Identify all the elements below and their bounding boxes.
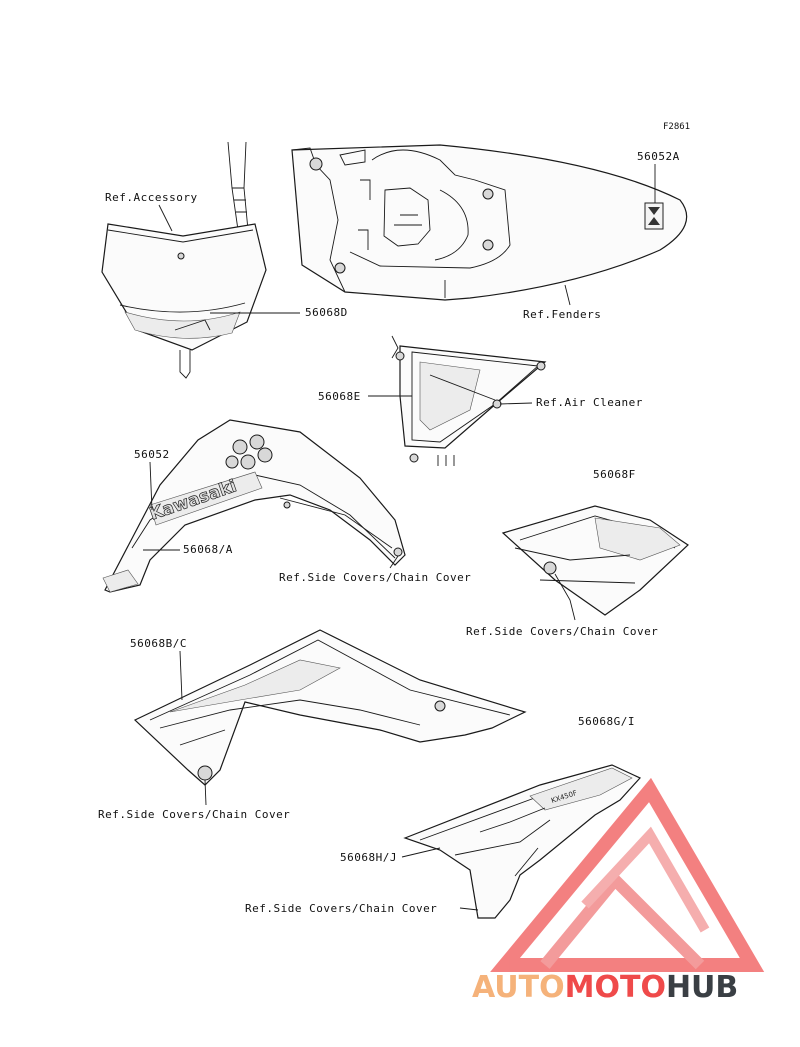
label-ref-fenders: Ref.Fenders (523, 308, 602, 321)
watermark-auto: AUTO (472, 970, 565, 1005)
part-number-56068a: 56068/A (183, 543, 233, 556)
rear-fender-drawing (292, 145, 687, 300)
label-ref-side-covers-2: Ref.Side Covers/Chain Cover (466, 625, 659, 638)
figure-code: F2861 (663, 122, 691, 132)
label-ref-side-covers-4: Ref.Side Covers/Chain Cover (245, 902, 438, 915)
part-number-56052a: 56052A (637, 150, 680, 163)
side-cover-f-drawing (503, 506, 688, 615)
svg-text:KX450F: KX450F (550, 789, 579, 805)
part-number-56068hj: 56068H/J (340, 851, 397, 864)
part-number-56068gi: 56068G/I (578, 715, 635, 728)
part-number-56068d: 56068D (305, 306, 348, 319)
side-cover-bc-drawing (135, 630, 525, 785)
part-number-56052: 56052 (134, 448, 170, 461)
part-number-56068e: 56068E (318, 390, 361, 403)
watermark-moto: MOTO (564, 970, 666, 1005)
watermark-text (472, 970, 738, 1005)
radiator-shroud-drawing (103, 420, 405, 592)
part-number-56068bc: 56068B/C (130, 637, 187, 650)
label-ref-side-covers-1: Ref.Side Covers/Chain Cover (279, 571, 472, 584)
kawasaki-decal-text: Kawasaki (147, 476, 240, 525)
watermark-hub: HUB (665, 970, 739, 1005)
air-cleaner-cover-drawing (392, 336, 545, 466)
label-ref-accessory: Ref.Accessory (105, 191, 198, 204)
headlight-plate-drawing (102, 142, 266, 378)
label-ref-air-cleaner: Ref.Air Cleaner (536, 396, 643, 409)
label-ref-side-covers-3: Ref.Side Covers/Chain Cover (98, 808, 291, 821)
part-number-56068f: 56068F (593, 468, 636, 481)
